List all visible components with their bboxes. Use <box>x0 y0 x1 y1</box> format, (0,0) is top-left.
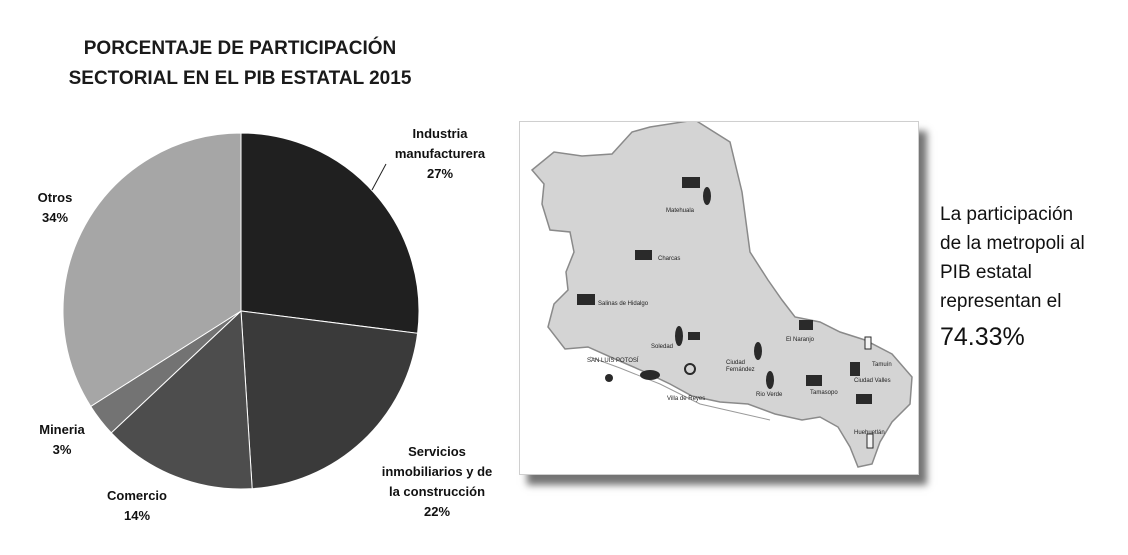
chart-title-line-2: SECTORIAL EN EL PIB ESTATAL 2015 <box>68 68 412 89</box>
map-icon-slp-car <box>640 370 660 380</box>
map-place-rioverde: Rio Verde <box>756 392 783 398</box>
slice-label-comercio-name: Comercio <box>107 488 167 503</box>
slice-label-otros-value: 34% <box>41 210 69 225</box>
slice-label-industria-line-2: manufacturera <box>394 146 486 161</box>
slice-label-mineria-name: Mineria <box>39 422 85 437</box>
map-place-villareyes: Villa de Reyes <box>667 396 706 402</box>
map-icon-tamasopo <box>806 375 822 386</box>
metropoli-note-line-1: La participación <box>940 204 1074 225</box>
map-icon-bottle-soledad <box>675 326 683 346</box>
metropoli-note-line-3: PIB estatal <box>940 262 1032 283</box>
slice-label-otros <box>20 188 90 228</box>
slice-label-servicios-line-3: la construcción <box>388 484 486 499</box>
map-icon-salinas <box>577 294 595 305</box>
metropoli-percentage: 74.33% <box>940 323 1025 351</box>
map-place-slp: SAN LUIS POTOSÍ <box>587 358 639 364</box>
map-place-tamasopo: Tamasopo <box>810 390 838 396</box>
slice-label-servicios-line-1: Servicios <box>408 444 466 459</box>
map-place-soledad: Soledad <box>651 344 674 350</box>
map-icon-bottle-fernandez <box>754 342 762 360</box>
map-icon-huehuetlan <box>856 394 872 404</box>
metropoli-note-line-2: de la metropoli al <box>940 233 1085 254</box>
chart-title-line-1: PORCENTAJE DE PARTICIPACIÓN <box>83 38 397 59</box>
slice-label-industria-value: 27% <box>426 166 454 181</box>
slice-label-servicios-value: 22% <box>423 504 451 519</box>
state-map-image <box>520 122 918 474</box>
map-place-tamuin: Tamuín <box>872 362 892 368</box>
map-place-fernandez: Ciudad Fernández <box>726 360 755 373</box>
map-icon-naranjo <box>799 320 813 330</box>
map-place-matehuala: Matehuala <box>666 208 695 214</box>
slice-label-servicios <box>362 442 512 522</box>
map-icon-matehuala <box>682 177 700 188</box>
slice-label-servicios-line-2: inmobiliarios y de <box>381 464 493 479</box>
slice-label-mineria-value: 3% <box>52 442 72 457</box>
slice-label-industria <box>365 124 515 184</box>
map-place-valles: Ciudad Valles <box>854 378 891 384</box>
slice-label-industria-line-1: Industria <box>412 126 468 141</box>
map-place-huehuetlan: Huehuetlán <box>854 430 885 436</box>
map-icon-bottle-rioverde <box>766 371 774 389</box>
map-icon-charcas <box>635 250 652 260</box>
slice-label-mineria <box>22 420 102 460</box>
map-place-charcas: Charcas <box>658 256 681 262</box>
map-place-salinas: Salinas de Hidalgo <box>598 301 649 307</box>
map-icon-slp-1 <box>605 374 613 382</box>
map-place-naranjo: El Naranjo <box>786 337 815 343</box>
map-icon-valles <box>850 362 860 376</box>
slice-label-otros-name: Otros <box>37 190 73 205</box>
slice-label-comercio-value: 14% <box>123 508 151 523</box>
map-icon-bottle-matehuala <box>703 187 711 205</box>
map-icon-soledad <box>688 332 700 340</box>
metropoli-note <box>940 200 1125 356</box>
state-map <box>519 121 919 475</box>
metropoli-note-line-4: representan el <box>940 291 1062 312</box>
map-icon-huehuetlan-tower <box>867 434 873 448</box>
map-icon-tamuin <box>865 337 871 349</box>
slice-label-comercio <box>87 486 187 526</box>
